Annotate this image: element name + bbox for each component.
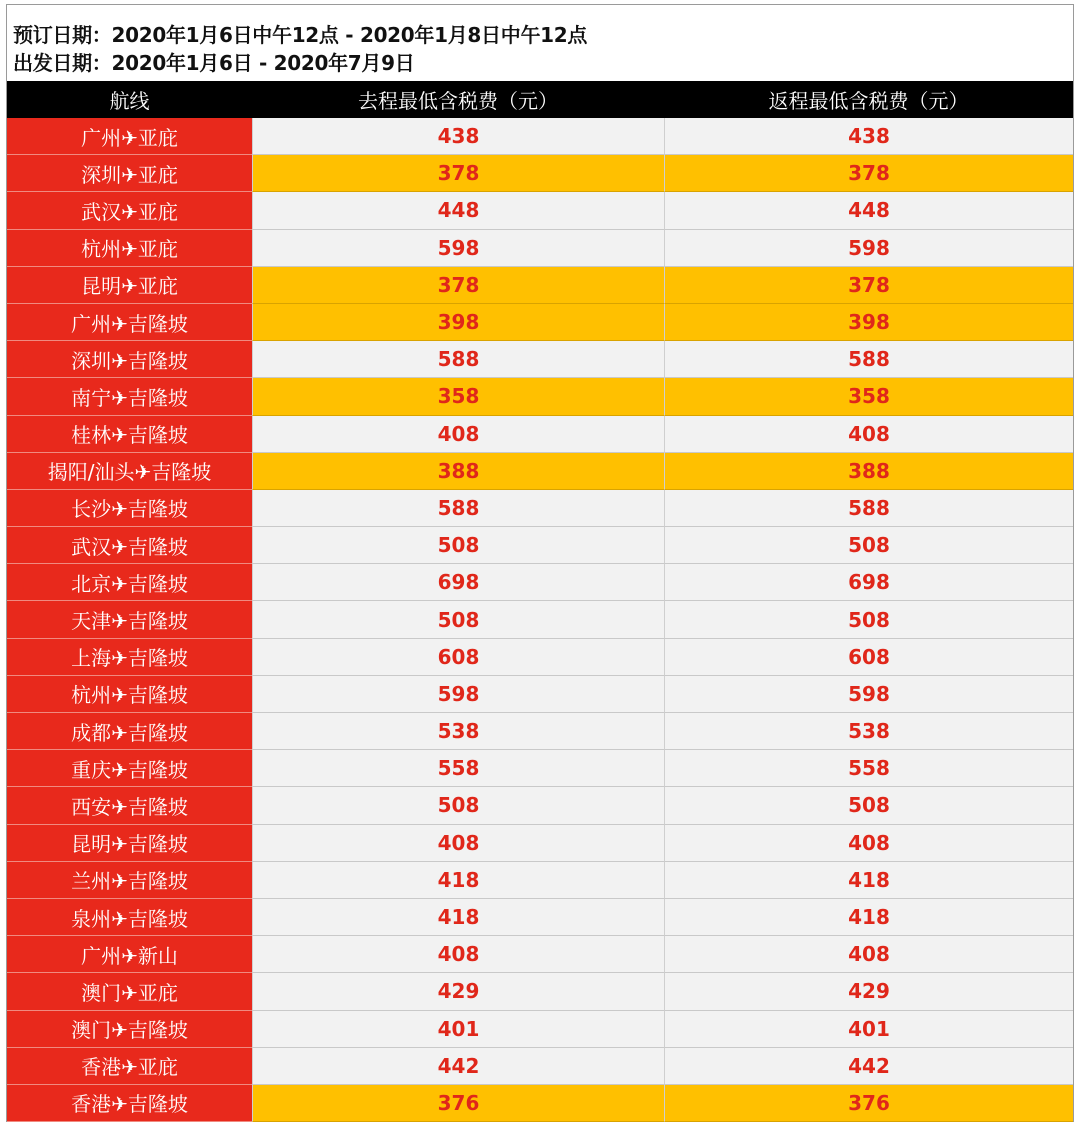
table-row: [7, 676, 1073, 713]
return-fare-cell: 608: [664, 639, 1073, 676]
table-row: [7, 564, 1073, 601]
route-cell: 北京✈吉隆坡: [7, 564, 252, 601]
return-fare-cell: 442: [664, 1048, 1073, 1085]
route-cell: 兰州✈吉隆坡: [7, 862, 252, 899]
route-cell: 武汉✈亚庇: [7, 192, 252, 229]
table-body: [7, 118, 1073, 1122]
travel-date-text: 出发日期：2020年1月6日 - 2020年7月9日: [13, 51, 415, 75]
table-row: [7, 862, 1073, 899]
return-fare-cell: 408: [664, 416, 1073, 453]
outbound-fare-cell: 608: [252, 639, 664, 676]
return-fare-cell: 418: [664, 862, 1073, 899]
return-fare-cell: 358: [664, 378, 1073, 415]
route-cell: 杭州✈吉隆坡: [7, 676, 252, 713]
outbound-fare-cell: 376: [252, 1085, 664, 1122]
route-cell: 重庆✈吉隆坡: [7, 750, 252, 787]
table-row: [7, 155, 1073, 192]
return-fare-cell: 418: [664, 899, 1073, 936]
route-cell: 揭阳/汕头✈吉隆坡: [7, 453, 252, 490]
route-cell: 西安✈吉隆坡: [7, 787, 252, 824]
route-cell: 昆明✈亚庇: [7, 267, 252, 304]
outbound-fare-cell: 438: [252, 118, 664, 155]
outbound-fare-cell: 448: [252, 192, 664, 229]
outbound-fare-cell: 558: [252, 750, 664, 787]
return-fare-cell: 698: [664, 564, 1073, 601]
table-row: [7, 416, 1073, 453]
route-cell: 澳门✈亚庇: [7, 973, 252, 1010]
header-outbound-fare: 去程最低含税费（元）: [358, 89, 558, 113]
table-row: [7, 490, 1073, 527]
table-row: [7, 267, 1073, 304]
route-cell: 广州✈亚庇: [7, 118, 252, 155]
return-fare-cell: 378: [664, 155, 1073, 192]
table-row: [7, 973, 1073, 1010]
route-cell: 杭州✈亚庇: [7, 230, 252, 267]
outbound-fare-cell: 588: [252, 490, 664, 527]
table-row: [7, 118, 1073, 155]
header-return-fare: 返程最低含税费（元）: [768, 89, 969, 113]
return-fare-cell: 588: [664, 490, 1073, 527]
table-row: [7, 304, 1073, 341]
outbound-fare-cell: 598: [252, 230, 664, 267]
table-row: [7, 1085, 1073, 1122]
outbound-fare-cell: 408: [252, 936, 664, 973]
outbound-fare-cell: 401: [252, 1011, 664, 1048]
fare-table-sheet: [6, 4, 1074, 1122]
table-row: [7, 453, 1073, 490]
table-row: [7, 1048, 1073, 1085]
booking-date-text: 预订日期：2020年1月6日中午12点 - 2020年1月8日中午12点: [13, 23, 588, 47]
return-fare-cell: 408: [664, 825, 1073, 862]
route-cell: 上海✈吉隆坡: [7, 639, 252, 676]
outbound-fare-cell: 442: [252, 1048, 664, 1085]
return-fare-cell: 508: [664, 787, 1073, 824]
route-cell: 南宁✈吉隆坡: [7, 378, 252, 415]
date-info-block: [7, 5, 1073, 81]
outbound-fare-cell: 398: [252, 304, 664, 341]
table-row: [7, 639, 1073, 676]
route-cell: 澳门✈吉隆坡: [7, 1011, 252, 1048]
table-row: [7, 1011, 1073, 1048]
return-fare-cell: 408: [664, 936, 1073, 973]
table-row: [7, 341, 1073, 378]
table-row: [7, 936, 1073, 973]
outbound-fare-cell: 388: [252, 453, 664, 490]
outbound-fare-cell: 358: [252, 378, 664, 415]
return-fare-cell: 598: [664, 230, 1073, 267]
route-cell: 深圳✈亚庇: [7, 155, 252, 192]
outbound-fare-cell: 588: [252, 341, 664, 378]
route-cell: 桂林✈吉隆坡: [7, 416, 252, 453]
route-cell: 香港✈亚庇: [7, 1048, 252, 1085]
route-cell: 广州✈新山: [7, 936, 252, 973]
return-fare-cell: 438: [664, 118, 1073, 155]
return-fare-cell: 388: [664, 453, 1073, 490]
table-header: [7, 81, 1073, 118]
outbound-fare-cell: 418: [252, 862, 664, 899]
outbound-fare-cell: 418: [252, 899, 664, 936]
outbound-fare-cell: 408: [252, 416, 664, 453]
route-cell: 泉州✈吉隆坡: [7, 899, 252, 936]
route-cell: 深圳✈吉隆坡: [7, 341, 252, 378]
table-row: [7, 192, 1073, 229]
return-fare-cell: 429: [664, 973, 1073, 1010]
table-row: [7, 787, 1073, 824]
route-cell: 武汉✈吉隆坡: [7, 527, 252, 564]
table-row: [7, 750, 1073, 787]
table-row: [7, 601, 1073, 638]
return-fare-cell: 508: [664, 601, 1073, 638]
return-fare-cell: 448: [664, 192, 1073, 229]
return-fare-cell: 598: [664, 676, 1073, 713]
return-fare-cell: 398: [664, 304, 1073, 341]
return-fare-cell: 508: [664, 527, 1073, 564]
outbound-fare-cell: 698: [252, 564, 664, 601]
outbound-fare-cell: 538: [252, 713, 664, 750]
return-fare-cell: 558: [664, 750, 1073, 787]
header-route: 航线: [109, 89, 150, 113]
return-fare-cell: 538: [664, 713, 1073, 750]
table-row: [7, 378, 1073, 415]
outbound-fare-cell: 508: [252, 527, 664, 564]
return-fare-cell: 378: [664, 267, 1073, 304]
outbound-fare-cell: 378: [252, 155, 664, 192]
table-row: [7, 527, 1073, 564]
outbound-fare-cell: 508: [252, 601, 664, 638]
route-cell: 成都✈吉隆坡: [7, 713, 252, 750]
route-cell: 昆明✈吉隆坡: [7, 825, 252, 862]
table-row: [7, 713, 1073, 750]
table-row: [7, 899, 1073, 936]
route-cell: 香港✈吉隆坡: [7, 1085, 252, 1122]
outbound-fare-cell: 598: [252, 676, 664, 713]
table-row: [7, 825, 1073, 862]
outbound-fare-cell: 508: [252, 787, 664, 824]
outbound-fare-cell: 429: [252, 973, 664, 1010]
route-cell: 天津✈吉隆坡: [7, 601, 252, 638]
return-fare-cell: 376: [664, 1085, 1073, 1122]
return-fare-cell: 401: [664, 1011, 1073, 1048]
outbound-fare-cell: 408: [252, 825, 664, 862]
outbound-fare-cell: 378: [252, 267, 664, 304]
route-cell: 长沙✈吉隆坡: [7, 490, 252, 527]
route-cell: 广州✈吉隆坡: [7, 304, 252, 341]
return-fare-cell: 588: [664, 341, 1073, 378]
table-row: [7, 230, 1073, 267]
